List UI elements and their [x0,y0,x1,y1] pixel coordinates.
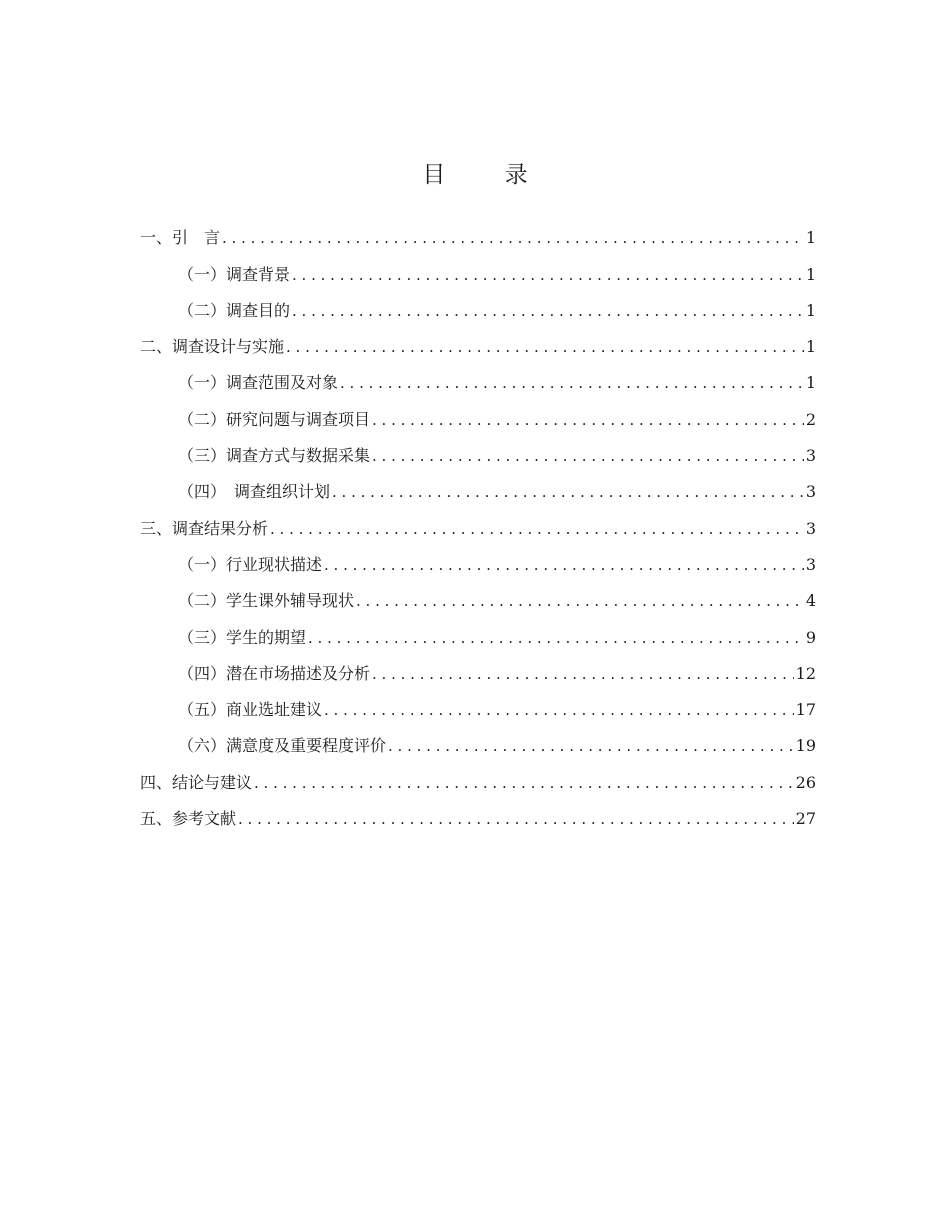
toc-entry-label: （三）学生的期望 [178,627,307,647]
toc-entry-label: 二、调查设计与实施 [140,337,285,357]
toc-entry-page: 19 [795,736,816,756]
page-title: 目 录 [422,162,554,189]
dot-leader [222,220,804,256]
dot-leader [270,511,804,547]
dot-leader [324,547,804,583]
toc-entry-page: 12 [795,663,816,683]
toc-entry[interactable] [140,293,816,329]
toc-entry-page: 3 [805,446,816,466]
toc-entry-label: （三）调查方式与数据采集 [178,446,371,466]
dot-leader [292,293,804,329]
toc-entry-label: （一）调查背景 [178,264,291,284]
toc-entry[interactable] [140,220,816,256]
toc-entry[interactable] [140,692,816,728]
toc-entry[interactable] [140,801,816,837]
toc-entry[interactable] [140,583,816,619]
dot-leader [372,402,804,438]
toc-entry-page: 17 [795,700,816,720]
toc-entry-page: 2 [805,409,816,429]
toc-entry-label: （四） 调查组织计划 [178,482,331,502]
dot-leader [356,583,804,619]
toc-entry-label: （五）商业选址建议 [178,700,323,720]
toc-entry-page: 1 [805,228,816,248]
dot-leader [372,656,794,692]
toc-entry-page: 4 [805,591,816,611]
toc-entry-page: 1 [805,337,816,357]
toc-entry-page: 1 [805,373,816,393]
dot-leader [292,257,804,293]
dot-leader [372,438,804,474]
toc-entry[interactable] [140,619,816,655]
toc-entry[interactable] [140,401,816,437]
table-of-contents [140,220,816,837]
toc-entry-page: 27 [795,809,816,829]
toc-entry-label: （二）学生课外辅导现状 [178,591,355,611]
toc-entry-label: 四、结论与建议 [140,772,253,792]
toc-entry-page: 26 [795,772,816,792]
toc-entry-label: （二）研究问题与调查项目 [178,409,371,429]
dot-leader [286,329,804,365]
toc-entry[interactable] [140,547,816,583]
toc-entry[interactable] [140,728,816,764]
toc-entry-page: 3 [805,554,816,574]
toc-entry[interactable] [140,510,816,546]
dot-leader [340,365,804,401]
toc-entry-label: （四）潜在市场描述及分析 [178,663,371,683]
toc-entry[interactable] [140,256,816,292]
dot-leader [324,692,794,728]
toc-entry-label: 五、参考文献 [140,809,237,829]
toc-entry[interactable] [140,474,816,510]
toc-entry-page: 1 [805,300,816,320]
toc-entry-label: （二）调查目的 [178,300,291,320]
toc-entry-page: 3 [805,518,816,538]
dot-leader [332,474,804,510]
toc-entry-label: （六）满意度及重要程度评价 [178,736,387,756]
dot-leader [308,620,804,656]
dot-leader [238,801,794,837]
toc-entry[interactable] [140,329,816,365]
toc-entry-label: 一、引 言 [140,228,221,248]
toc-entry[interactable] [140,365,816,401]
toc-entry-page: 3 [805,482,816,502]
toc-entry-page: 1 [805,264,816,284]
dot-leader [388,728,794,764]
toc-entry-page: 9 [805,627,816,647]
toc-entry-label: 三、调查结果分析 [140,518,269,538]
toc-entry[interactable] [140,656,816,692]
dot-leader [254,765,794,801]
toc-entry[interactable] [140,438,816,474]
toc-entry[interactable] [140,764,816,800]
toc-entry-label: （一）行业现状描述 [178,554,323,574]
toc-entry-label: （一）调查范围及对象 [178,373,339,393]
